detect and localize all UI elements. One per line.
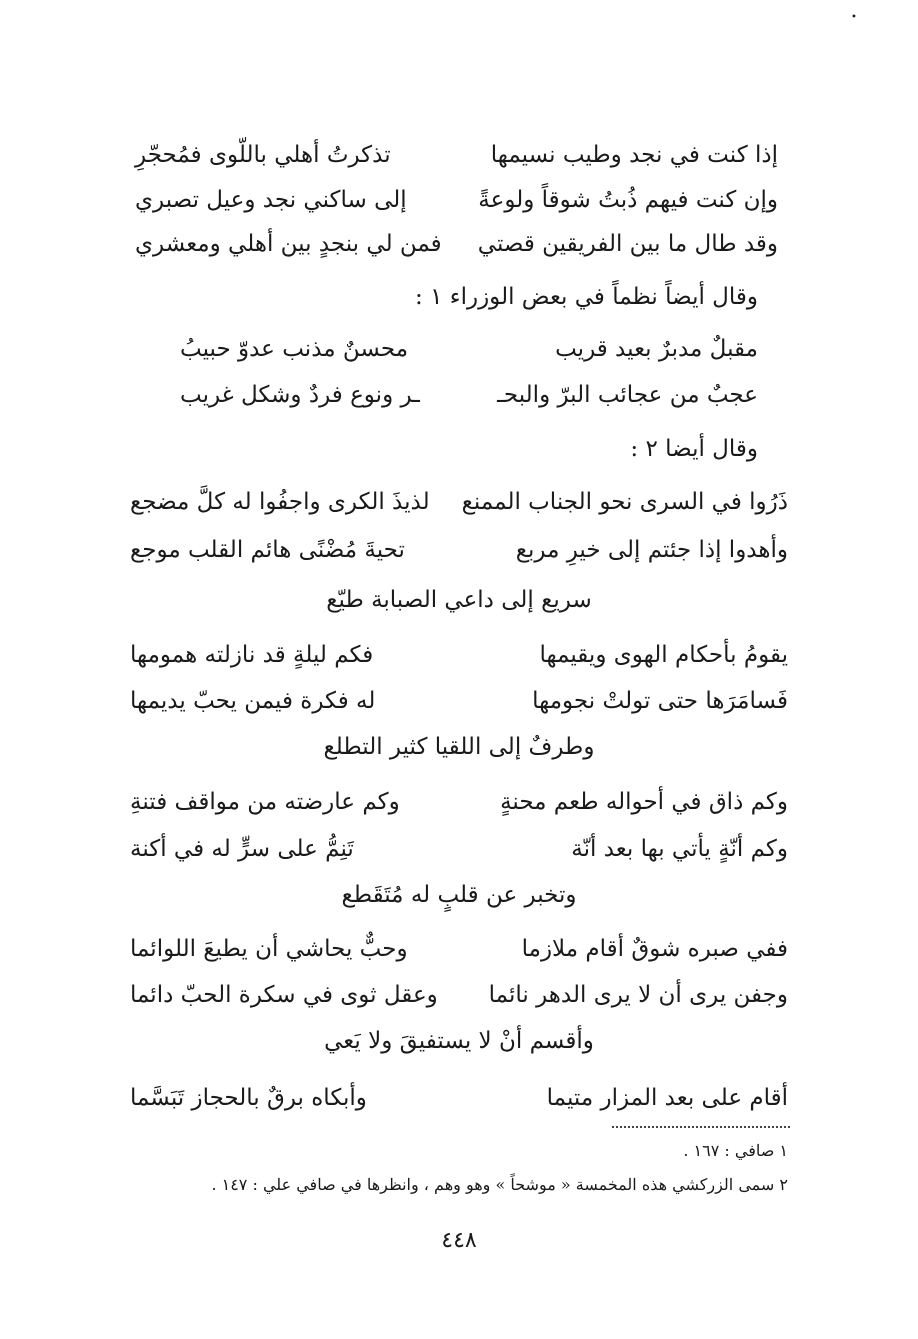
- stanza-2-refrain: وطرفٌ إلى اللقيا كثير التطلع: [323, 734, 595, 760]
- stanza-5-line-1: [130, 1076, 788, 1120]
- hemistich-right: وكم أنّةٍ يأتي بها بعد أنّة: [571, 836, 788, 862]
- hemistich-left: وحبٌّ يحاشي أن يطيعَ اللوائما: [130, 936, 408, 962]
- hemistich-left: فكم ليلةٍ قد نازلته همومها: [130, 642, 374, 668]
- footnote-1: ١ صافي : ١٦٧ .: [683, 1141, 788, 1160]
- stanza-2-line-2: [130, 679, 788, 723]
- hemistich-left: لذيذَ الكرى واجفُوا له كلَّ مضجع: [130, 489, 430, 515]
- hemistich-right: وأهدوا إذا جئتم إلى خيرِ مربع: [515, 537, 788, 563]
- stanza-4-line-1: [130, 927, 788, 971]
- verse-3-left-hemistich: فمن لي بنجدٍ بين أهلي ومعشري: [135, 231, 442, 257]
- hemistich-left: تحيةَ مُضْنًى هائم القلب موجع: [130, 537, 405, 563]
- couplet-1-left: محسنٌ مذنب عدوّ حبيبُ: [180, 336, 409, 362]
- stanza-2-line-1: [130, 633, 788, 677]
- stanza-4-line-2: [130, 973, 788, 1017]
- footnote-2: ٢ سمى الزركشي هذه المخمسة « موشحاً » وهو وهم ، وانظرها في صافي علي : ١٤٧ .: [211, 1175, 788, 1194]
- hemistich-right: يقومُ بأحكام الهوى ويقيمها: [539, 642, 788, 668]
- verse-1-left-hemistich: تذكرتُ أهلي باللّوى فمُحجّرِ: [135, 142, 391, 168]
- stanza-1-refrain: سريع إلى داعي الصبابة طيّع: [326, 587, 592, 613]
- couplet-1-right: مقبلٌ مدبرٌ بعيد قريب: [555, 336, 758, 362]
- hemistich-right: أقام على بعد المزار متيما: [546, 1085, 788, 1111]
- stanza-3-refrain: وتخبر عن قلبٍ له مُتَقَطع: [341, 882, 577, 908]
- intro-line-2: وقال أيضا ٢ :: [630, 436, 758, 462]
- page-number: ٤٤٨: [441, 1228, 477, 1253]
- hemistich-left: وكم عارضته من مواقف فتنةِ: [130, 789, 400, 815]
- stanza-4-refrain: وأقسم أنْ لا يستفيقَ ولا يَعي: [324, 1028, 594, 1054]
- hemistich-right: ففي صبره شوقٌ أقام ملازما: [521, 936, 788, 962]
- stanza-1-line-1: [130, 480, 788, 524]
- verse-2-left-hemistich: إلى ساكني نجد وعيل تصبري: [135, 187, 407, 213]
- stanza-1-line-2: [130, 528, 788, 572]
- couplet-2-left: ـر ونوع فردٌ وشكل غريب: [180, 382, 420, 408]
- stanza-3-line-2: [130, 827, 788, 871]
- verse-2-right-hemistich: وإن كنت فيهم ذُبتُ شوقاً ولوعةً: [478, 187, 778, 213]
- hemistich-left: وأبكاه برقٌ بالحجاز تَبَسَّما: [130, 1085, 367, 1111]
- couplet-2-right: عجبٌ من عجائب البرّ والبحـ: [497, 382, 758, 408]
- footnote-divider: [612, 1126, 790, 1128]
- verse-1-right-hemistich: إذا كنت في نجد وطيب نسيمها: [490, 142, 778, 168]
- hemistich-left: وعقل ثوى في سكرة الحبّ دائما: [130, 982, 438, 1008]
- hemistich-right: ذَرُوا في السرى نحو الجناب الممنع: [461, 489, 788, 515]
- intro-line-1: وقال أيضاً نظماً في بعض الوزراء ١ :: [415, 284, 758, 310]
- verse-3-right-hemistich: وقد طال ما بين الفريقين قصتي: [477, 231, 778, 257]
- corner-mark: •: [851, 12, 857, 23]
- hemistich-left: له فكرة فيمن يحبّ يديمها: [130, 688, 376, 714]
- hemistich-right: فَسامَرَها حتى تولتْ نجومها: [532, 688, 788, 714]
- hemistich-right: وكم ذاق في أحواله طعم محنةٍ: [500, 789, 788, 815]
- hemistich-left: تَنِمُّ على سرٍّ له في أكنة: [130, 836, 354, 862]
- hemistich-right: وجفن يرى أن لا يرى الدهر نائما: [488, 982, 788, 1008]
- stanza-3-line-1: [130, 780, 788, 824]
